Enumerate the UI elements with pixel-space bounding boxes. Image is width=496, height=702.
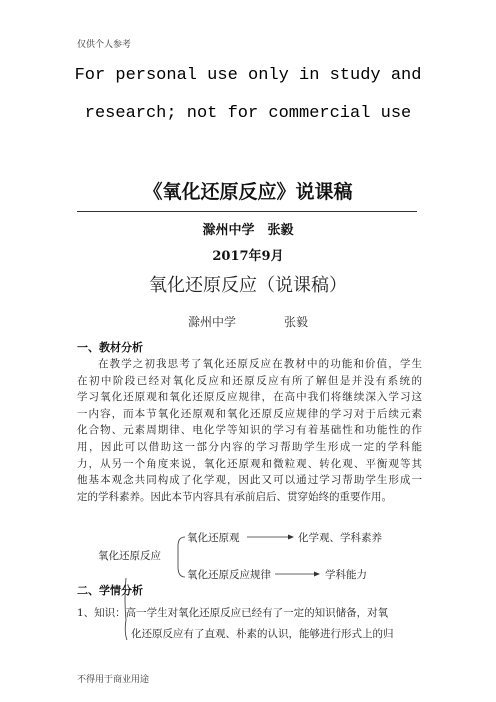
paragraph-line: 定的学科素养。因此本节内容具有承前启后、贯穿始终的重要作用。 (77, 490, 392, 503)
section-heading-student-analysis: 二、学情分析 (77, 584, 143, 597)
paragraph-line: 他基本观念共同构成了化学观，因此又可以通过学习帮助学生形成一 (77, 474, 422, 487)
english-notice-line-1: For personal use only in study and (74, 66, 422, 85)
english-notice-line-2: research; not for commercial use (84, 104, 412, 123)
diagram-branch-2-target: 学科能力 (325, 569, 367, 581)
diagram-arrowhead-1 (288, 535, 294, 540)
paragraph-line: 一内容，而本节氧化还原观和氧化还原反应规律的学习对于后续元素 (77, 407, 422, 420)
paragraph-line: 用，因此可以借助这一部分内容的学习帮助学生形成一定的学科能 (77, 440, 422, 453)
date-line: 2017年9月 (212, 249, 284, 264)
author-school: 滁州中学 (187, 315, 236, 329)
diagram-arrowhead-2 (314, 572, 320, 577)
paragraph-line: 在初中阶段已经对氧化反应和还原反应有所了解但是并没有系统的 (77, 374, 422, 387)
student-knowledge-paragraph (77, 603, 394, 645)
diagram-root-node: 氧化还原反应 (98, 550, 161, 562)
section-heading-textbook-analysis: 一、教材分析 (77, 341, 143, 354)
paragraph-line: 学习氧化还原观和氧化还原反应规律，在高中我们将继续深入学习这 (77, 391, 422, 404)
diagram-bracket (178, 537, 185, 577)
document-title: 《氧化还原反应》说课稿 (143, 181, 353, 203)
paragraph-line: 力，从另一个角度来说，氧化还原观和微粒观、转化观、平衡观等其 (77, 457, 422, 470)
author-line-bold: 滁州中学 张毅 (202, 223, 294, 238)
diagram-branch-1: 氧化还原观 (187, 532, 240, 544)
knowledge-line: 化还原反应有了直观、朴素的认识，能够进行形式上的归 (131, 628, 394, 640)
paragraph-line: 在教学之初我思考了氧化还原反应在教材中的功能和价值，学生 (98, 358, 422, 370)
diagram-branch-2: 氧化还原反应规律 (187, 569, 271, 581)
header-note: 仅供个人参考 (77, 40, 132, 50)
diagram-branch-1-target: 化学观、学科素养 (298, 532, 382, 544)
subtitle: 氧化还原反应（说课稿） (149, 275, 347, 296)
paragraph-line: 化合物、元素周期律、电化学等知识的学习有着基础性和功能性的作 (77, 424, 422, 437)
knowledge-line: 1、知识：高一学生对氧化还原反应已经有了一定的知识储备，对氧 (77, 607, 389, 619)
author-name: 张毅 (284, 315, 309, 329)
footer-note: 不得用于商业用途 (77, 675, 150, 685)
